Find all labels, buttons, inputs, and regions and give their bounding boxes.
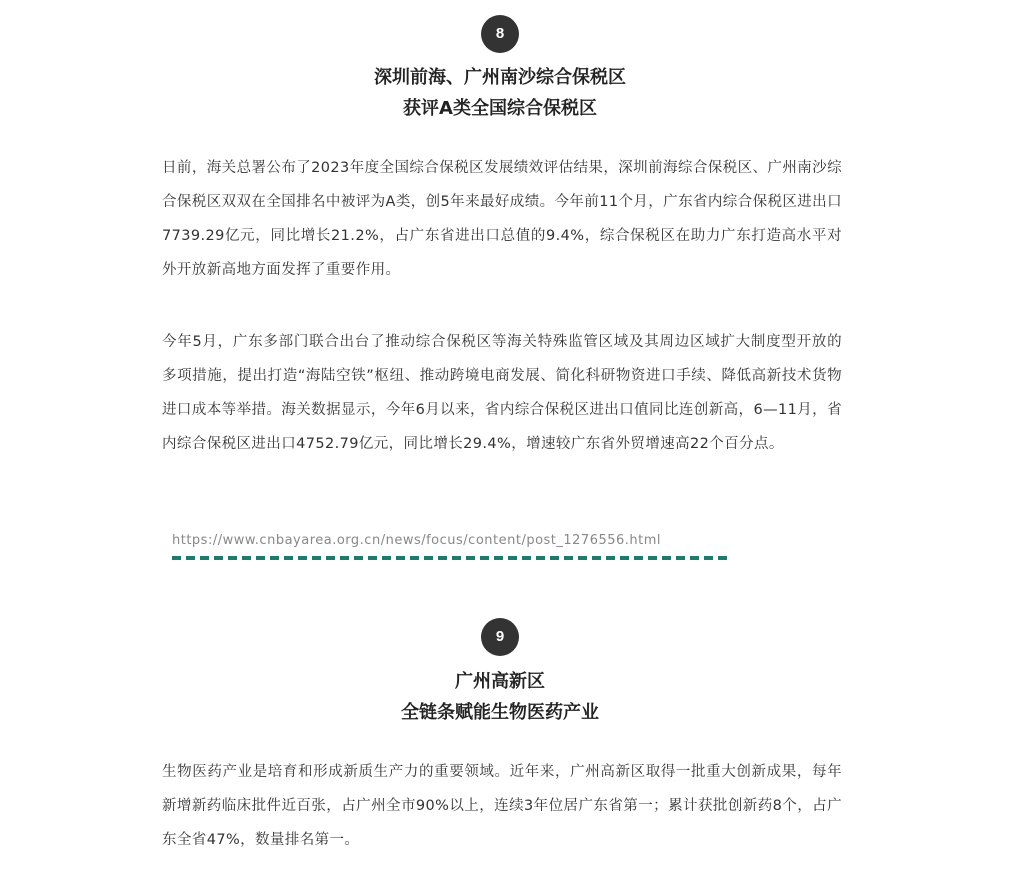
section-title-line2: 全链条赋能生物医药产业 bbox=[401, 702, 599, 723]
section-number-badge: 9 bbox=[481, 618, 519, 656]
section-title bbox=[0, 666, 1000, 728]
source-link[interactable]: https://www.cnbayarea.org.cn/news/focus/content/post_1276556.html bbox=[172, 533, 662, 548]
article-paragraph: 今年5月，广东多部门联合出台了推动综合保税区等海关特殊监管区域及其周边区域扩大制度型开放的多项措施，提出打造“海陆空铁”枢纽、推动跨境电商发展、简化科研物资进口手续、降低高新技术货物进口成本等举措。海关数据显示，今年6月以来，省内综合保税区进出口值同比连创新高，6—11月，省内综合保税区进出口4752.79亿元，同比增长29.4%，增速较广东省外贸增速高22个百分点。 bbox=[162, 334, 842, 452]
section-number-badge: 8 bbox=[481, 15, 519, 53]
article-paragraph: 日前，海关总署公布了2023年度全国综合保税区发展绩效评估结果，深圳前海综合保税区、广州南沙综合保税区双双在全国排名中被评为A类，创5年来最好成绩。今年前11个月，广东省内综合保税区进出口7739.29亿元，同比增长21.2%，占广东省进出口总值的9.4%，综合保税区在助力广东打造高水平对外开放新高地方面发挥了重要作用。 bbox=[162, 160, 842, 278]
section-title-line1: 深圳前海、广州南沙综合保税区 bbox=[374, 67, 626, 88]
dashed-divider bbox=[172, 556, 730, 560]
section-title bbox=[0, 62, 1000, 124]
section-title-line2: 获评A类全国综合保税区 bbox=[403, 98, 597, 119]
article-paragraph: 生物医药产业是培育和形成新质生产力的重要领域。近年来，广州高新区取得一批重大创新成果，每年新增新药临床批件近百张，占广州全市90%以上，连续3年位居广东省第一；累计获批创新药8个，占广东全省47%，数量排名第一。 bbox=[162, 764, 842, 848]
section-title-line1: 广州高新区 bbox=[455, 671, 545, 692]
